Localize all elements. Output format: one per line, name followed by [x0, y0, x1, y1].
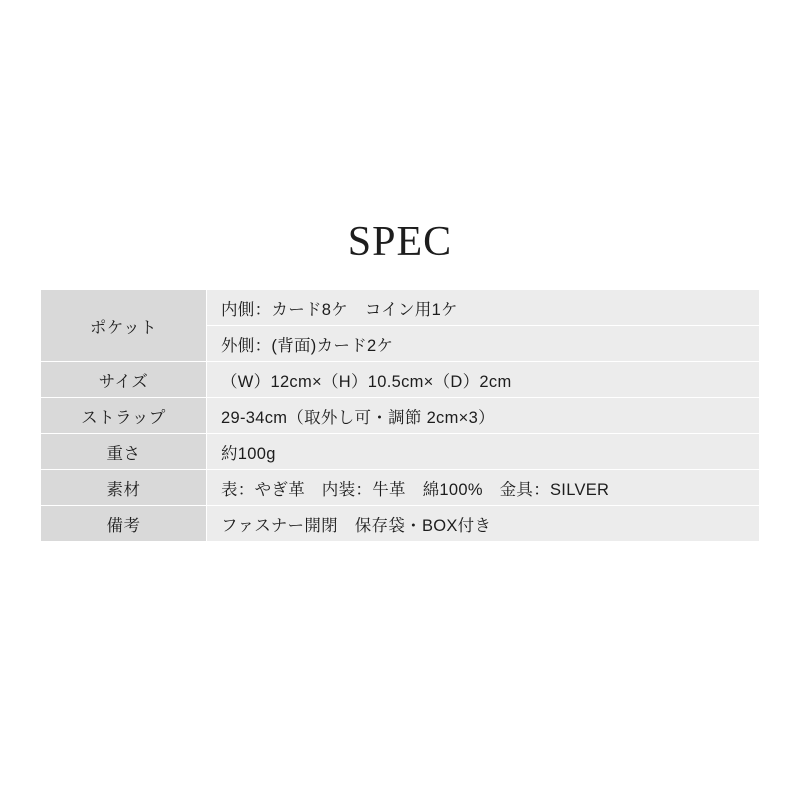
row-label-material: 素材: [41, 470, 207, 506]
row-value-strap: 29-34cm（取外し可・調節 2cm×3）: [207, 398, 760, 434]
row-value-notes: ファスナー開閉 保存袋・BOX付き: [207, 506, 760, 542]
table-row: [41, 470, 760, 506]
row-value-material: 表：やぎ革 内装：牛革 綿100% 金具：SILVER: [207, 470, 760, 506]
row-label-pocket: ポケット: [41, 290, 207, 362]
spec-table: [40, 289, 760, 542]
table-row: [41, 290, 760, 326]
table-row: [41, 362, 760, 398]
table-row: [41, 398, 760, 434]
row-label-strap: ストラップ: [41, 398, 207, 434]
table-row: [41, 434, 760, 470]
row-value-pocket-outer: 外側：(背面)カード2ケ: [207, 326, 760, 362]
table-row: [41, 506, 760, 542]
row-value-weight: 約100g: [207, 434, 760, 470]
page-title: SPEC: [347, 219, 453, 265]
row-label-notes: 備考: [41, 506, 207, 542]
row-label-size: サイズ: [41, 362, 207, 398]
row-label-weight: 重さ: [41, 434, 207, 470]
row-value-pocket-inner: 内側：カード8ケ コイン用1ケ: [207, 290, 760, 326]
row-value-size: （W）12cm×（H）10.5cm×（D）2cm: [207, 362, 760, 398]
